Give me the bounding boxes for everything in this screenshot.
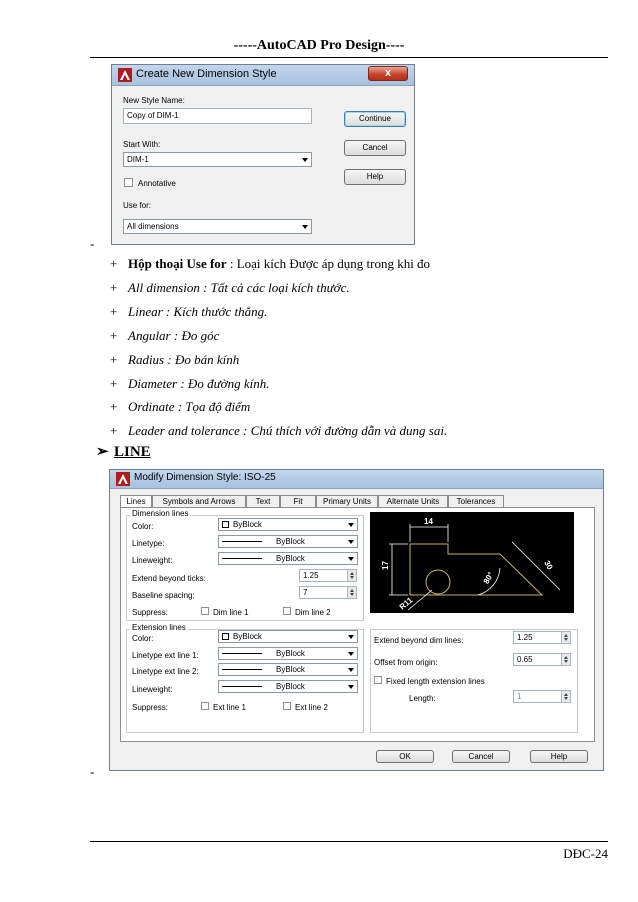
page-header: -----AutoCAD Pro Design---- bbox=[233, 38, 405, 53]
ok-button[interactable]: OK bbox=[376, 750, 434, 763]
page-number: DĐC-24 bbox=[563, 846, 608, 861]
dash-marker: - bbox=[90, 236, 95, 251]
list-item: + Ordinate : Tọa độ điểm bbox=[110, 399, 251, 414]
preview-dimensions bbox=[389, 524, 560, 610]
color-label: Color: bbox=[132, 522, 154, 531]
list-item: + Radius : Đo bán kính bbox=[110, 352, 240, 367]
ext-color-label: Color: bbox=[132, 634, 154, 643]
extend-ticks-input[interactable]: 1.25 bbox=[299, 569, 357, 582]
tab-primary-units[interactable]: Primary Units bbox=[316, 495, 378, 508]
autocad-logo-icon bbox=[118, 68, 132, 82]
section-title: LINE bbox=[114, 444, 151, 460]
use-for-bold: Hộp thoại Use for bbox=[128, 256, 227, 271]
fixed-length-label: Fixed length extension lines bbox=[386, 677, 485, 686]
modify-dimension-style-dialog bbox=[109, 469, 604, 771]
chevron-down-icon bbox=[302, 225, 308, 229]
tab-fit[interactable]: Fit bbox=[280, 495, 316, 508]
linetype-select[interactable]: ByBlock bbox=[218, 535, 358, 548]
line-sample bbox=[222, 541, 262, 542]
spinner-icon[interactable] bbox=[561, 632, 570, 643]
ext-suppress-label: Suppress: bbox=[132, 703, 169, 712]
dim-14-label: 14 bbox=[424, 517, 433, 526]
baseline-input[interactable]: 7 bbox=[299, 586, 357, 599]
dim-r11-label: R11 bbox=[397, 595, 415, 612]
dialog-titlebar[interactable] bbox=[112, 65, 414, 86]
ext-line1-checkbox[interactable] bbox=[201, 702, 209, 710]
ext-linetype2-label: Linetype ext line 2: bbox=[132, 667, 199, 676]
bullet-use-for: + Hộp thoại Use for : Loại kích Được áp dụng trong khi đo bbox=[110, 256, 431, 271]
chevron-down-icon bbox=[348, 652, 354, 656]
ext-color-select[interactable]: ByBlock bbox=[218, 630, 358, 643]
dash-marker: - bbox=[90, 764, 95, 779]
list-item: + Diameter : Đo đường kính. bbox=[110, 376, 270, 391]
dim-30-label: 30 bbox=[542, 559, 555, 572]
help-button[interactable]: Help bbox=[530, 750, 588, 763]
start-with-label: Start With: bbox=[123, 140, 161, 149]
list-item: + Angular : Đo góc bbox=[110, 328, 220, 343]
help-button[interactable]: Help bbox=[344, 169, 406, 185]
tab-text[interactable]: Text bbox=[246, 495, 280, 508]
start-with-select[interactable] bbox=[123, 152, 312, 167]
length-label: Length: bbox=[409, 694, 436, 703]
length-input[interactable]: 1 bbox=[513, 690, 571, 703]
autocad-logo-icon bbox=[116, 472, 130, 486]
close-button[interactable]: x bbox=[368, 66, 408, 81]
ext-linetype2-select[interactable]: ByBlock bbox=[218, 663, 358, 676]
ext-line1-label: Ext line 1 bbox=[213, 703, 246, 712]
line-sample bbox=[222, 686, 262, 687]
chevron-down-icon bbox=[348, 685, 354, 689]
chevron-down-icon bbox=[348, 635, 354, 639]
dim-line2-label: Dim line 2 bbox=[295, 608, 331, 617]
dim-17-label: 17 bbox=[381, 561, 390, 570]
lineweight-label: Lineweight: bbox=[132, 556, 173, 565]
color-swatch bbox=[222, 521, 229, 528]
dim-line1-checkbox[interactable] bbox=[201, 607, 209, 615]
extend-ticks-label: Extend beyond ticks: bbox=[132, 574, 206, 583]
spinner-icon[interactable] bbox=[561, 654, 570, 665]
new-style-name-label: New Style Name: bbox=[123, 96, 185, 105]
tab-symbols-arrows[interactable]: Symbols and Arrows bbox=[152, 495, 246, 508]
dim-80-label: 80° bbox=[481, 570, 496, 586]
extend-dim-input[interactable]: 1.25 bbox=[513, 631, 571, 644]
dim-line2-checkbox[interactable] bbox=[283, 607, 291, 615]
continue-button[interactable]: Continue bbox=[344, 111, 406, 127]
color-select[interactable]: ByBlock bbox=[218, 518, 358, 531]
ext-line2-label: Ext line 2 bbox=[295, 703, 328, 712]
spinner-icon[interactable] bbox=[347, 587, 356, 598]
baseline-label: Baseline spacing: bbox=[132, 591, 195, 600]
dimension-preview bbox=[370, 512, 574, 613]
use-for-desc: : Loại kích Được áp dụng trong khi đo bbox=[226, 256, 431, 271]
spinner-icon[interactable] bbox=[347, 570, 356, 581]
lines-tab-panel bbox=[120, 507, 595, 742]
offset-input[interactable]: 0.65 bbox=[513, 653, 571, 666]
cancel-button[interactable]: Cancel bbox=[344, 140, 406, 156]
line-sample bbox=[222, 558, 262, 559]
list-item: + Leader and tolerance : Chú thích với đường dẫn và dung sai. bbox=[110, 423, 448, 438]
ext-lineweight-label: Lineweight: bbox=[132, 685, 173, 694]
list-item: + All dimension : Tất cả các loại kích thước. bbox=[110, 280, 350, 295]
ext-linetype1-select[interactable]: ByBlock bbox=[218, 647, 358, 660]
chevron-down-icon bbox=[348, 557, 354, 561]
start-with-value: DIM-1 bbox=[127, 155, 149, 164]
tab-lines[interactable]: Lines bbox=[120, 495, 152, 509]
extend-dim-label: Extend beyond dim lines: bbox=[374, 636, 464, 645]
create-dimension-style-dialog bbox=[111, 64, 415, 245]
tab-alternate-units[interactable]: Alternate Units bbox=[378, 495, 448, 508]
linetype-label: Linetype: bbox=[132, 539, 165, 548]
dialog-titlebar[interactable] bbox=[110, 470, 603, 489]
annotative-label: Annotative bbox=[138, 179, 176, 188]
ext-lineweight-select[interactable]: ByBlock bbox=[218, 680, 358, 693]
suppress-label: Suppress: bbox=[132, 608, 169, 617]
extension-lines-label: Extension lines bbox=[132, 623, 186, 632]
lineweight-select[interactable]: ByBlock bbox=[218, 552, 358, 565]
offset-label: Offset from origin: bbox=[374, 658, 438, 667]
new-style-name-input[interactable]: Copy of DIM-1 bbox=[123, 108, 312, 124]
dialog-body bbox=[117, 87, 409, 239]
chevron-down-icon bbox=[302, 158, 308, 162]
dimension-lines-label: Dimension lines bbox=[132, 509, 189, 518]
use-for-label: Use for: bbox=[123, 201, 152, 210]
spinner-icon[interactable] bbox=[561, 691, 570, 702]
section-heading bbox=[96, 442, 151, 461]
dialog-title: Create New Dimension Style bbox=[136, 68, 277, 80]
header-rule bbox=[90, 57, 608, 58]
arrow-bullet-icon: ➢ bbox=[96, 444, 109, 460]
chevron-down-icon bbox=[348, 540, 354, 544]
use-for-value: All dimensions bbox=[127, 222, 179, 231]
list-item: + Linear : Kích thước thẳng. bbox=[110, 304, 268, 319]
chevron-down-icon bbox=[348, 523, 354, 527]
ext-linetype1-label: Linetype ext line 1: bbox=[132, 651, 199, 660]
annotative-checkbox[interactable] bbox=[124, 178, 133, 187]
ext-line2-checkbox[interactable] bbox=[283, 702, 291, 710]
dim-line1-label: Dim line 1 bbox=[213, 608, 249, 617]
cancel-button[interactable]: Cancel bbox=[452, 750, 510, 763]
color-swatch bbox=[222, 633, 229, 640]
dialog-title: Modify Dimension Style: ISO-25 bbox=[134, 472, 276, 483]
footer-rule bbox=[90, 841, 608, 842]
fixed-length-checkbox[interactable] bbox=[374, 676, 382, 684]
use-for-select[interactable] bbox=[123, 219, 312, 234]
line-sample bbox=[222, 669, 262, 670]
tab-tolerances[interactable]: Tolerances bbox=[448, 495, 504, 508]
chevron-down-icon bbox=[348, 668, 354, 672]
line-sample bbox=[222, 653, 262, 654]
